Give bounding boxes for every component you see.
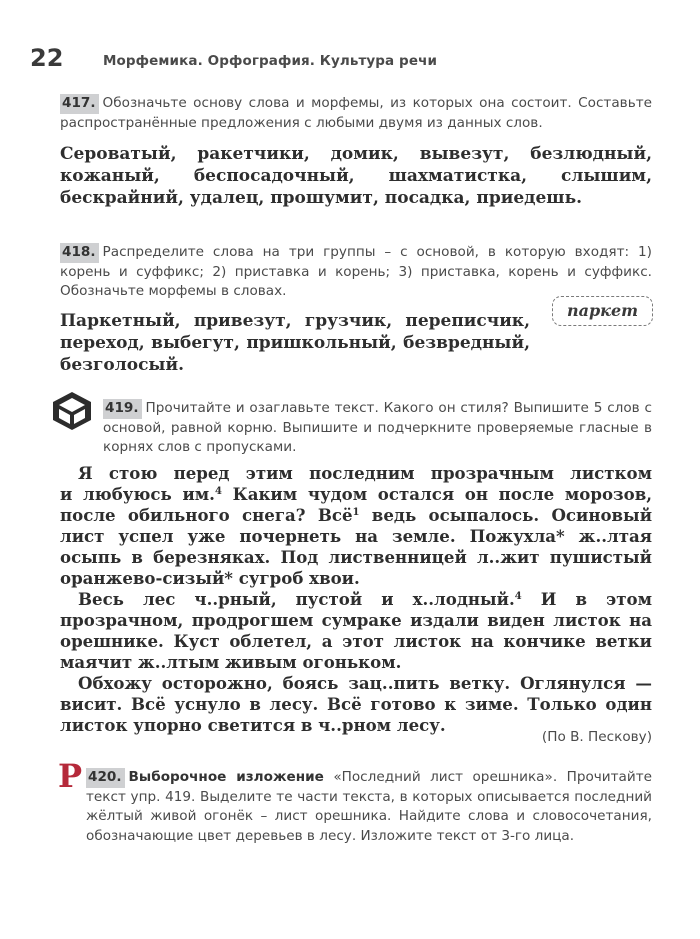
footnote-mark: 4: [514, 591, 522, 602]
speech-development-icon: Р: [58, 757, 83, 795]
exercise-417-task: [60, 94, 652, 133]
text-line: Весь лес ч..рный, пустой и х..лодный.$^4$ И в этом: [78, 589, 652, 609]
text-line: листок упорно светится в ч..рном лесу.: [60, 715, 446, 735]
word-list: [60, 310, 530, 376]
exercise-418-task: [60, 243, 652, 302]
task-text: «Последний лист орешника». Прочитайте текст упр. 419. Выделите те части текста, в которых описывается последний жёлтый живой огонёк – лист орешника. Найдите слова и словосочетания, обозначающие цвет деревьев в лесу. Изложите текст от 3-го лица.: [86, 769, 652, 844]
text-line: орешнике. Куст облетел, а этот листок на кончике ветки: [60, 631, 652, 651]
page-number: 22: [30, 44, 64, 72]
task-text: Обозначьте основу слова и морфемы, из которых она состоит. Составьте распространённые предложения с любыми двумя из данных слов.: [60, 95, 652, 131]
word-line: безголосый.: [60, 354, 185, 375]
word-line: кожаный, беспосадочный, шахматистка, слышим,: [60, 166, 652, 186]
word-line: бескрайний, удалец, прошумит, посадка, приедешь.: [60, 188, 583, 208]
text-line: маячит ж..лтым живым огоньком.: [60, 652, 402, 672]
text-line: осыпь в березняках. Под лиственницей л..жит пушистый: [60, 547, 652, 567]
text-source: (По В. Пескову): [541, 729, 652, 745]
text-line: оранжево-сизый* сугроб хвои.: [60, 568, 360, 588]
word-list: [60, 143, 652, 209]
example-word-box: паркет: [552, 296, 653, 326]
exercise-title: Выборочное изложение: [128, 769, 324, 785]
reading-text: [60, 463, 652, 736]
text-line: прозрачном, продрогшем сумраке издали виден листок на: [60, 610, 652, 630]
footnote-mark: 1: [352, 507, 360, 518]
running-title: Морфемика. Орфография. Культура речи: [103, 53, 438, 69]
exercise-number: 420.: [86, 768, 125, 788]
exercise-420-task: [86, 768, 652, 846]
task-text: Прочитайте и озаглавьте текст. Какого он стиля? Выпишите 5 слов с основой, равной корню. Выпишите и подчеркните проверяемые гласные в корнях слов с пропусками.: [103, 400, 652, 455]
text-line: висит. Всё уснуло в лесу. Всё готово к зиме. Только один: [60, 694, 652, 714]
text-line: и любуюсь им.$^4$ Каким чудом остался он после морозов,: [60, 484, 652, 504]
page-header: [0, 32, 700, 82]
cube-icon: [50, 389, 94, 433]
exercise-number: 419.: [103, 399, 142, 419]
exercise-number: 418.: [60, 243, 99, 263]
text-line: Я стою перед этим последним прозрачным листком: [78, 463, 652, 483]
text-line: Обхожу осторожно, боясь зац..пить ветку. Оглянулся —: [78, 673, 652, 693]
exercise-419-task: [103, 399, 652, 458]
exercise-419: [103, 399, 652, 458]
word-line: переход, выбегут, пришкольный, безвредный,: [60, 332, 530, 353]
exercise-420: [86, 768, 652, 846]
text-line: после обильного снега? Всё$^1$ ведь осыпалось. Осиновый: [60, 505, 652, 525]
exercise-417: [60, 94, 652, 209]
word-line: Паркетный, привезут, грузчик, переписчик,: [60, 310, 530, 331]
word-line: Сероватый, ракетчики, домик, вывезут, безлюдный,: [60, 144, 652, 164]
text-line: лист успел уже почернеть на земле. Пожухла* ж..лтая: [60, 526, 652, 546]
exercise-number: 417.: [60, 94, 99, 114]
footnote-mark: 4: [214, 486, 222, 497]
task-text: Распределите слова на три группы – с основой, в которую входят: 1) корень и суффикс; 2) приставка и корень; 3) приставка, корень и суффикс. Обозначьте морфемы в словах.: [60, 244, 652, 299]
